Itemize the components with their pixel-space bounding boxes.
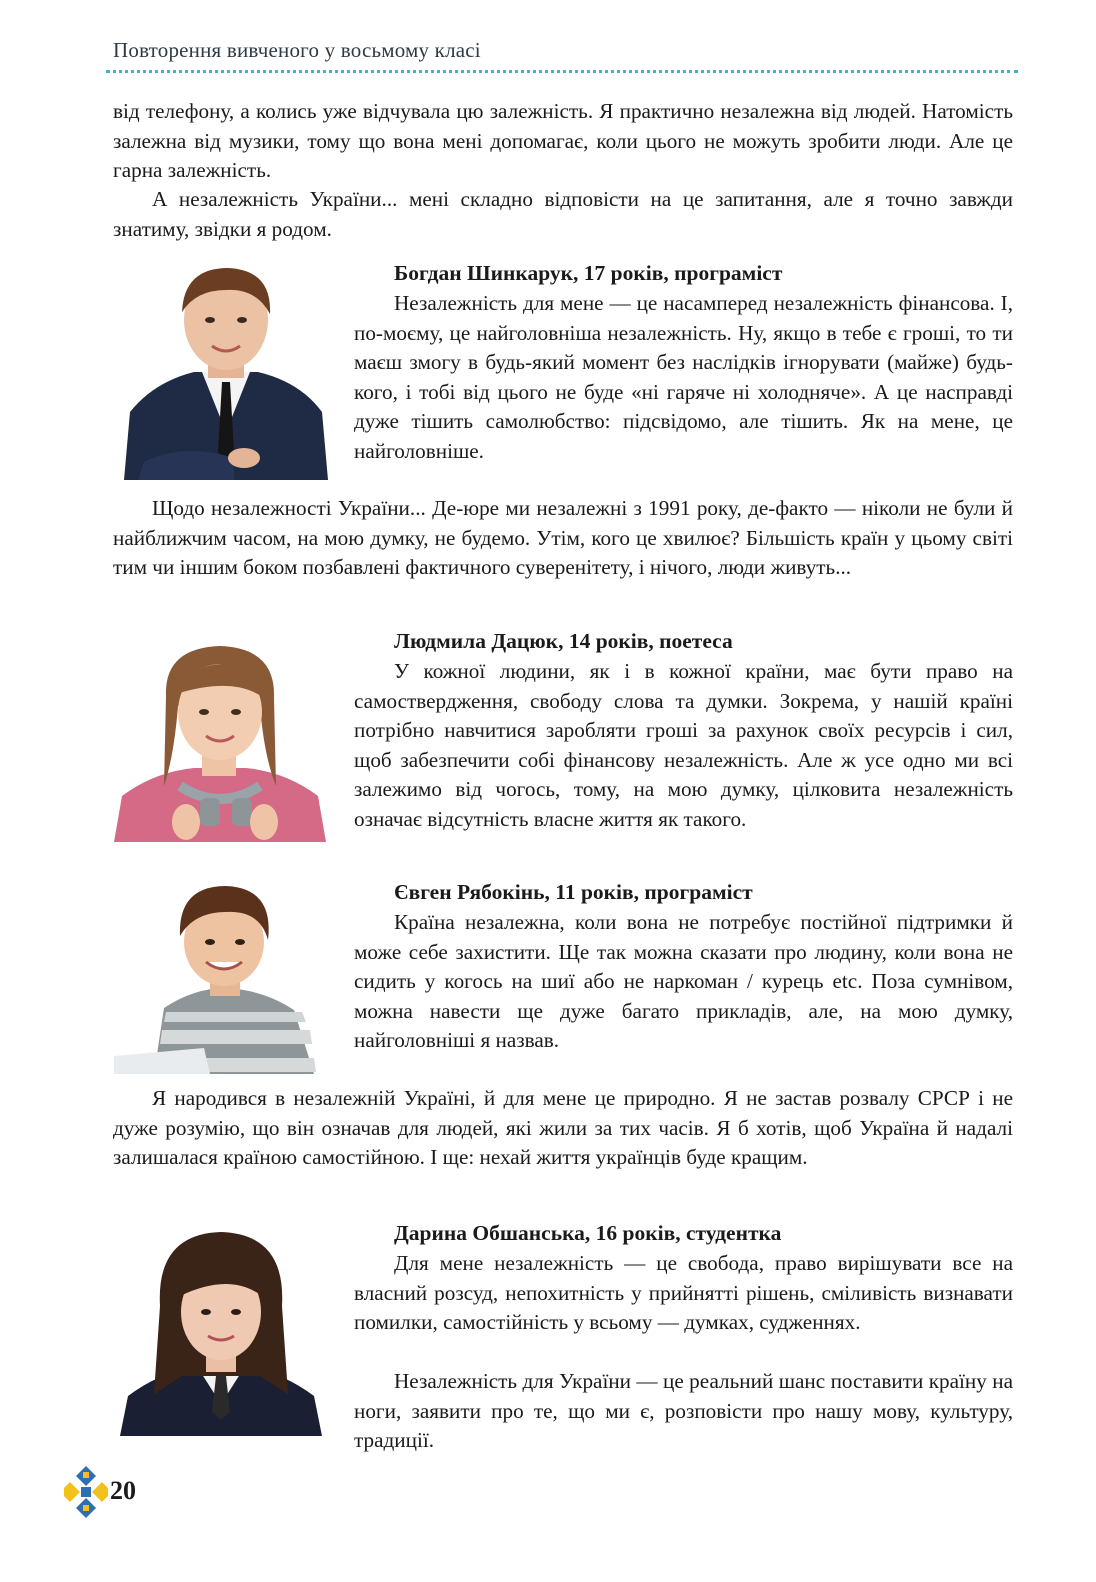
page-number: 20 bbox=[110, 1476, 136, 1505]
profile-heading-liudmyla: Людмила Дацюк, 14 років, поетеса bbox=[394, 629, 733, 653]
profile-text-bohdan: Незалежність для мене — це насамперед незалежність фінансова. І, по-моєму, це найголовніша незалежність. Ну, якщо в тебе є гроші, то ти маєш змогу в будь-який момент без наслідків ігнорувати (майже) будь-кого, і тобі від цього не буде «ні гаряче ні холодняче». А це насправді дуже тішить самолюбство: підсвідомо, але тішить. Як на мене, це найголовніше. bbox=[354, 291, 1013, 463]
girl-with-headphones-photo bbox=[114, 636, 326, 842]
profile-text-daryna: Для мене незалежність — це свобода, право вирішувати все на власний розсуд, непохитність у прийнятті рішень, сміливість визнавати помилки, самостійність у всьому — думках, судженнях. bbox=[354, 1251, 1013, 1335]
boy-in-suit-photo bbox=[124, 262, 328, 480]
profile-heading-yevhen: Євген Рябокінь, 11 років, програміст bbox=[394, 880, 753, 904]
embroidery-ornament-icon bbox=[64, 1466, 108, 1518]
boy-with-laptop-photo bbox=[114, 880, 320, 1074]
photo-yevhen bbox=[114, 880, 320, 1074]
profile-heading-bohdan: Богдан Шинкарук, 17 років, програміст bbox=[394, 261, 783, 285]
running-title: Повторення вивченого у восьмому класі bbox=[113, 38, 481, 62]
photo-liudmyla bbox=[114, 636, 326, 842]
profile-text-liudmyla: У кожної людини, як і в кожної країни, має бути право на самоствердження, свободу слова та думки. Зокрема, у нашій країні потрібно навчитися заробляти гроші за рахунок своїх ресурсів і сил, щоб забезпечити собі фінансову незалежність. Але ж усе одно ми всі залежимо від чогось, тому, на мою думку, цілковита незалежність означає відсутність власне життя як такого. bbox=[354, 659, 1013, 831]
profile-text-daryna-2: Незалежність для України — це реальний шанс поставити країну на ноги, заявити про те, що ми є, розповісти про нашу мову, культуру, традиції. bbox=[354, 1369, 1013, 1453]
profile-heading-daryna: Дарина Обшанська, 16 років, студентка bbox=[394, 1221, 782, 1245]
girl-in-school-uniform-photo bbox=[120, 1226, 322, 1436]
intro-paragraph-2: А незалежність України... мені складно відповісти на це запитання, але я точно завжди знатиму, звідки я родом. bbox=[113, 187, 1013, 241]
header-divider bbox=[106, 70, 1018, 73]
profile-continuation-yevhen: Я народився в незалежній Україні, й для мене це природно. Я не застав розвалу СРСР і не дуже розумію, що він означав для людей, які жили за тих часів. Я б хотів, щоб Україна й надалі залишалася країною самостійною. І ще: нехай життя українців буде кращим. bbox=[113, 1086, 1013, 1170]
photo-daryna bbox=[120, 1226, 322, 1436]
profile-text-yevhen: Країна незалежна, коли вона не потребує постійної підтримки й може себе захистити. Ще так можна сказати про людину, коли вона не сидить у когось на шиї або не наркоман / курець etc. Поза сумнівом, можна навести ще дуже багато прикладів, але, на мою думку, найголовніші я назвав. bbox=[354, 910, 1013, 1053]
intro-paragraph-1: від телефону, а колись уже відчувала цю залежність. Я практично незалежна від людей. Натомість залежна від музики, тому що вона мені допомагає, коли цього не можуть зробити люди. Але це гарна залежність. bbox=[113, 99, 1013, 183]
photo-bohdan bbox=[124, 262, 328, 480]
profile-continuation-bohdan: Щодо незалежності України... Де-юре ми незалежні з 1991 року, де-факто — ніколи не були й найближчим часом, на мою думку, не будемо. Утім, кого це хвилює? Більшість країн у цьому світі тим чи іншим боком позбавлені фактичного суверенітету, і нічого, люди живуть... bbox=[113, 496, 1013, 580]
